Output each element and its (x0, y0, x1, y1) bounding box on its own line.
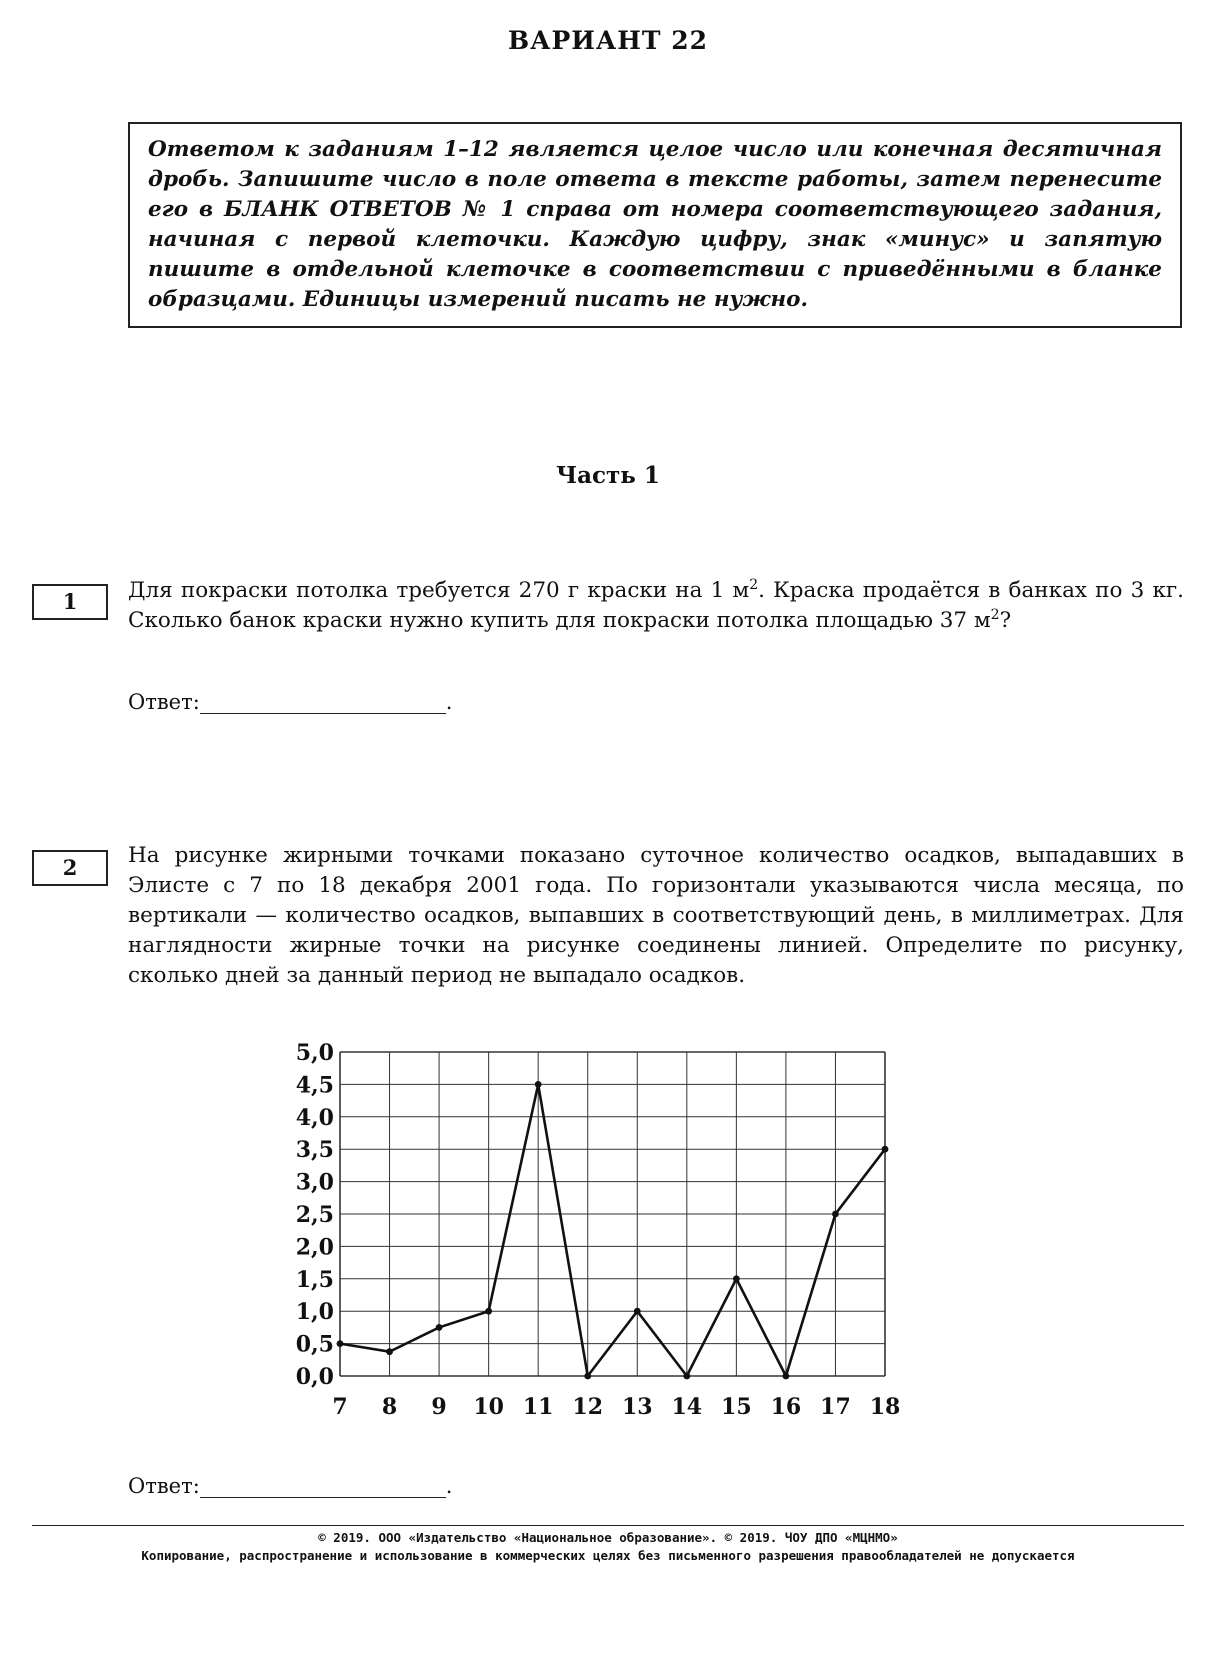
data-point (832, 1211, 839, 1218)
chart-x-tick-labels (332, 1394, 900, 1420)
task-1-text-part-b: . Краска продаётся в банках по 3 кг. Сколько банок краски нужно купить для покраски потолка площадью 37 м (128, 578, 1184, 633)
data-point (436, 1324, 443, 1331)
x-tick-label: 7 (332, 1394, 348, 1420)
task-2-number-box: 2 (32, 850, 108, 886)
x-tick-label: 12 (572, 1394, 604, 1420)
x-tick-label: 9 (431, 1394, 447, 1420)
task-1-answer (128, 690, 452, 714)
y-tick-label: 4,5 (295, 1072, 334, 1099)
task-1-answer-end: . (445, 690, 453, 714)
task-1-answer-label: Ответ: (128, 690, 200, 714)
data-point (683, 1373, 690, 1380)
x-tick-label: 17 (820, 1394, 851, 1420)
task-1-text-part-c: ? (999, 608, 1012, 633)
footer-divider (32, 1525, 1184, 1526)
data-point (584, 1373, 591, 1380)
chart-y-tick-labels (296, 1040, 334, 1390)
y-tick-label: 1,5 (295, 1266, 334, 1293)
x-tick-label: 14 (671, 1394, 703, 1420)
data-point (783, 1373, 790, 1380)
y-tick-label: 0,5 (295, 1331, 334, 1358)
data-point (535, 1081, 542, 1088)
x-tick-label: 16 (770, 1394, 802, 1420)
footer-notice: Копирование, распространение и использование в коммерческих целях без письменного разрешения правообладателей не допускается (141, 1548, 1075, 1563)
data-point (337, 1340, 344, 1347)
y-tick-label: 3,5 (295, 1137, 334, 1164)
x-tick-label: 8 (381, 1394, 398, 1420)
data-point (485, 1308, 492, 1315)
x-tick-label: 11 (522, 1394, 554, 1420)
x-tick-label: 18 (869, 1394, 901, 1420)
chart-points (337, 1081, 889, 1379)
data-point (733, 1275, 740, 1282)
footer-copyright: © 2019. ООО «Издательство «Национальное образование». © 2019. ЧОУ ДПО «МЦНМО» (318, 1530, 898, 1545)
data-point (634, 1308, 641, 1315)
task-2-answer-end: . (445, 1474, 453, 1498)
precipitation-series-line (340, 1084, 885, 1376)
y-tick-label: 5,0 (295, 1040, 334, 1066)
task-1-text (128, 576, 1184, 636)
page-title: ВАРИАНТ 22 (508, 26, 708, 55)
data-point (386, 1348, 393, 1355)
x-tick-label: 10 (473, 1394, 504, 1420)
task-1-text-part-a: Для покраски потолка требуется 270 г краски на 1 м (128, 578, 750, 603)
y-tick-label: 0,0 (295, 1364, 334, 1390)
y-tick-label: 2,0 (295, 1234, 334, 1261)
task-1-answer-field[interactable] (200, 691, 446, 714)
chart-series (340, 1084, 885, 1376)
task-1-number-box: 1 (32, 584, 108, 620)
y-tick-label: 4,0 (295, 1104, 334, 1131)
x-tick-label: 15 (721, 1394, 752, 1420)
task-2-answer (128, 1474, 452, 1498)
task-1-superscript-b: 2 (990, 606, 1000, 623)
data-point (882, 1146, 889, 1153)
instruction-text: Ответом к заданиям 1–12 является целое число или конечная десятичная дробь. Запишите число в поле ответа в тексте работы, затем перенесите его в БЛАНК ОТВЕТОВ № 1 справа от номера соответствующего задания, начиная с первой клеточки. Каждую цифру, знак «минус» и запятую пишите в отдельной клеточке в соответствии с приведёнными в бланке образцами. Единицы измерений писать не нужно. (148, 137, 1162, 312)
y-tick-label: 2,5 (295, 1202, 334, 1228)
part-title: Часть 1 (556, 462, 660, 489)
task-2-text: На рисунке жирными точками показано суточное количество осадков, выпадавших в Элисте с 7 по 18 декабря 2001 года. По горизонтали указываются числа месяца, по вертикали — количество осадков, выпавших в соответствующий день, в миллиметрах. Для наглядности жирные точки на рисунке соединены линией. Определите по рисунку, сколько дней за данный период не выпадало осадков. (128, 843, 1184, 988)
chart-grid (340, 1052, 885, 1376)
instruction-box (128, 122, 1182, 328)
precipitation-chart (280, 1035, 930, 1435)
y-tick-label: 3,0 (295, 1169, 334, 1196)
x-tick-label: 13 (621, 1394, 653, 1420)
task-2-answer-field[interactable] (200, 1475, 446, 1498)
task-2-answer-label: Ответ: (128, 1474, 200, 1498)
y-tick-label: 1,0 (295, 1299, 334, 1326)
task-1-superscript-a: 2 (749, 576, 759, 593)
